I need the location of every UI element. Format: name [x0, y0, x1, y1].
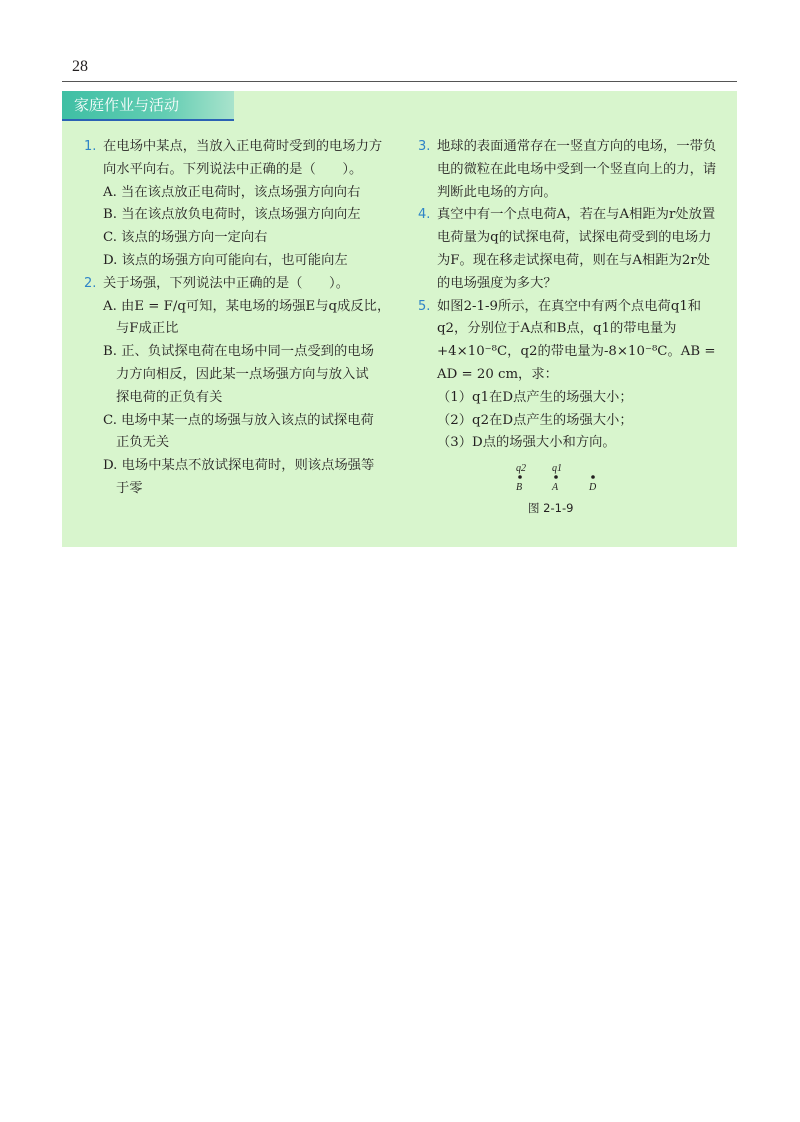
sub-question-1: （1）q1在D点产生的场强大小； — [437, 389, 633, 405]
label-a: A — [552, 482, 559, 493]
option-a — [84, 296, 394, 342]
question-stem: 在电场中某点，当放入正电荷时受到的电场力方向水平向右。下列说法中正确的是（ ）。 — [103, 139, 383, 177]
option-c: C. 该点的场强方向一定向右 — [103, 230, 268, 246]
header-rule — [62, 81, 737, 82]
point-d-dot — [591, 475, 595, 479]
question-number: 4. — [418, 207, 431, 223]
option-line: 正负无关 — [116, 435, 170, 451]
sub-question-2: （2）q2在D点产生的场强大小； — [437, 412, 633, 428]
option-line: C. 电场中某一点的场强与放入该点的试探电荷 — [103, 412, 374, 428]
section-title-underline — [62, 119, 234, 121]
label-q1: q1 — [552, 463, 562, 474]
option-a: A. 当在该点放正电荷时，该点场强方向向右 — [103, 184, 361, 200]
point-a-dot — [554, 475, 558, 479]
option-b: B. 当在该点放负电荷时，该点场强方向向左 — [103, 207, 361, 223]
right-column — [418, 136, 718, 455]
page-number: 28 — [72, 58, 88, 75]
question-4 — [418, 204, 718, 295]
option-c — [84, 410, 394, 456]
option-b — [84, 341, 394, 409]
option-d — [84, 455, 394, 501]
option-line: 与F成正比 — [116, 321, 179, 337]
option-line: 探电荷的正负有关 — [116, 389, 223, 405]
question-3 — [418, 136, 718, 204]
question-text-line: 如图2-1-9所示，在真空中有两个点电荷q1和q2，分别位于A点和B点，q1的带电量为 — [437, 298, 702, 337]
question-stem: 关于场强，下列说法中正确的是（ ）。 — [103, 275, 349, 291]
label-b: B — [516, 482, 523, 493]
question-2 — [84, 273, 394, 296]
question-number: 1. — [84, 139, 97, 154]
label-d: D — [589, 482, 597, 493]
question-text-line: +4×10⁻⁸C，q2的带电量为-8×10⁻⁸C。AB = AD = 20 cm，求： — [437, 344, 716, 382]
question-5 — [418, 296, 718, 456]
label-q2: q2 — [516, 463, 526, 474]
question-text: 地球的表面通常存在一竖直方向的电场，一带负电的微粒在此电场中受到一个竖直向上的力，请判断此电场的方向。 — [437, 139, 717, 200]
sub-question-3: （3）D点的场强大小和方向。 — [437, 435, 616, 451]
option-line: D. 电场中某点不放试探电荷时，则该点场强等 — [103, 458, 375, 474]
point-b-dot — [518, 475, 522, 479]
question-number: 2. — [84, 275, 97, 291]
left-column — [84, 136, 394, 501]
question-number: 3. — [418, 139, 431, 154]
option-line: B. 正、负试探电荷在电场中同一点受到的电场 — [103, 344, 374, 360]
option-line: 于零 — [116, 480, 143, 496]
section-title: 家庭作业与活动 — [62, 91, 234, 119]
option-line: 力方向相反，因此某一点场强方向与放入试 — [116, 366, 369, 382]
option-d: D. 该点的场强方向可能向右，也可能向左 — [103, 252, 348, 268]
option-line: A. 由E = F/q可知，某电场的场强E与q成反比， — [103, 298, 391, 314]
question-number: 5. — [418, 298, 431, 314]
figure-caption: 图 2-1-9 — [528, 501, 574, 515]
question-1 — [84, 136, 394, 182]
question-text: 真空中有一个点电荷A，若在与A相距为r处放置电荷量为q的试探电荷，试探电荷受到的电场力为F。现在移走试探电荷，则在与A相距为2r处的电场强度为多大？ — [437, 207, 716, 291]
